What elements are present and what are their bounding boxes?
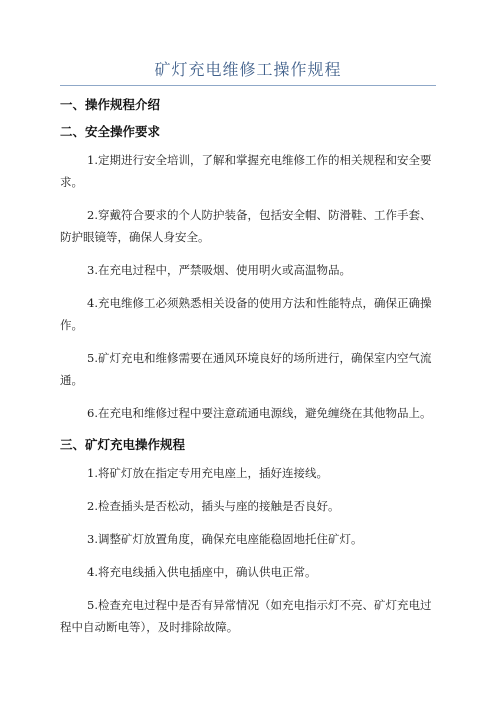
charging-item-4: 4.将充电线插入供电插座中，确认供电正常。: [87, 565, 317, 579]
charging-item-2: 2.检查插头是否松动，插头与座的接触是否良好。: [87, 499, 340, 513]
section-heading-charging: 三、矿灯充电操作规程: [60, 437, 186, 452]
section-heading-intro: 一、操作规程介绍: [60, 97, 161, 112]
document-title: 矿灯充电维修工操作规程: [154, 60, 342, 79]
safety-item-1: 1.定期进行安全培训，了解和掌握充电维修工作的相关规程和安全要求。: [60, 153, 432, 189]
safety-item-3: 3.在充电过程中，严禁吸烟、使用明火或高温物品。: [87, 263, 351, 277]
charging-item-3: 3.调整矿灯放置角度，确保充电座能稳固地托住矿灯。: [87, 532, 363, 546]
safety-item-2: 2.穿戴符合要求的个人防护装备，包括安全帽、防滑鞋、工作手套、防护眼镜等，确保人身安全。: [60, 208, 432, 244]
section-heading-safety: 二、安全操作要求: [60, 124, 161, 139]
safety-item-5: 5.矿灯充电和维修需要在通风环境良好的场所进行，确保室内空气流通。: [60, 351, 432, 387]
title-underline: [60, 85, 436, 86]
safety-item-4: 4.充电维修工必须熟悉相关设备的使用方法和性能特点，确保正确操作。: [60, 296, 432, 332]
charging-item-5: 5.检查充电过程中是否有异常情况（如充电指示灯不亮、矿灯充电过程中自动断电等），及时排除故障。: [60, 598, 432, 634]
safety-item-6: 6.在充电和维修过程中要注意疏通电源线，避免缠绕在其他物品上。: [87, 406, 432, 420]
charging-item-1: 1.将矿灯放在指定专用充电座上，插好连接线。: [87, 466, 328, 480]
